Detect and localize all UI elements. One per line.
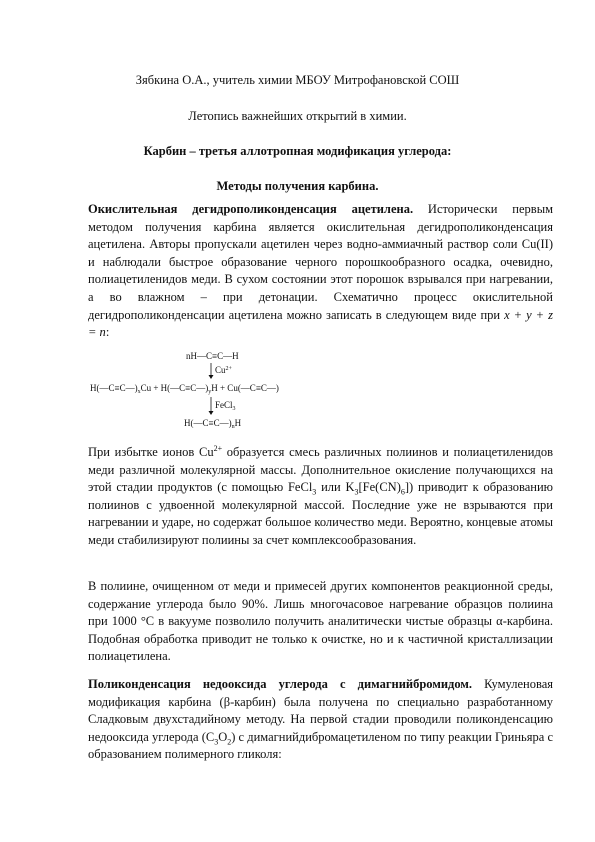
- formula: x + y + z = n: [88, 307, 553, 340]
- paragraph-cu-excess: При избытке ионов $Cu^{2+}$ образуется смесь различных полиинов и полиацетиленидов меди различной молекулярной массы. Дополнительное окисление получающихся на этой стадии продуктов (с помощью FeCl$_3$ или $K_3[Fe(CN)_6]$) приводит к образованию полиинов с удвоенной молекулярной массой. Последние уже не взрываются при нагревании и ударе, но содержат большое количество меди. Вероятно, концевые атомы меди стабилизируют полиины за счет комплексообразования.: [88, 443, 553, 547]
- paragraph-oxidative-method: Окислительная дегидрополиконденсация ацетилена. Исторически первым методом получения карбина является окислительная дегидрополиконденсация ацетилена. Авторы пропускали ацетилен через водно-аммиачный раствор соли Cu(II) и наблюдали быстрое образование черного порошкообразного осадка, очевидно, полиацетиленидов меди. В сухом состоянии этот порошок взрывался при нагревании, а во влажном – при детонации. Схематично процесс окислительной дегидрополиконденсации ацетилена можно записать в следующем виде при x + y + z = n:: [88, 202, 554, 340]
- scheme-top: nH—C≡C—H: [186, 351, 239, 361]
- paragraph-lead-2: Поликонденсация недооксида углерода с димагнийбромидом.: [88, 677, 473, 691]
- cu-label: $Cu^{2+}$: [215, 365, 232, 375]
- series-title: Летопись важнейших открытий в химии.: [188, 109, 407, 123]
- scheme-main: $H(—C\equiv C—)_xCu$ + $H(—C\equiv C—)_yH$ + Cu(—C≡C—): [90, 383, 279, 395]
- topic-title: Карбин – третья аллотропная модификация углерода:: [143, 144, 452, 158]
- section-title: Методы получения карбина.: [216, 179, 379, 193]
- alpha-symbol: α: [496, 614, 503, 629]
- fecl-label: FeCl$_3$: [215, 400, 236, 412]
- beta-symbol: β: [223, 694, 231, 709]
- arrow-head-2: [209, 411, 214, 415]
- reaction-scheme: [88, 347, 348, 431]
- paragraph-lead: Окислительная дегидрополиконденсация ацетилена.: [88, 202, 414, 216]
- author-line: Зябкина О.А., учитель химии МБОУ Митрофановской СОШ: [135, 73, 460, 87]
- paragraph-polycondensation: Поликонденсация недооксида углерода с димагнийбромидом. Кумуленовая модификация карбина (β-карбин) была получена по специально разработанному Сладковым двухстадийному методу. На первой стадии проводили поликонденсацию недооксида углерода $(C_3O_2)$ с димагнийдибромацетиленом по типу реакции Гриньяра с образованием полимерного гликоля:: [88, 677, 553, 762]
- arrow-head-1: [209, 375, 214, 379]
- paragraph-purification: В полиине, очищенном от меди и примесей других компонентов реакционной среды, содержание углерода было 90%. Лишь многочасовое нагревание образцов полиина при 1000 °C в вакууме позволило получить аналитически чистые образцы α-карбина. Подобная обработка приводит не только к очистке, но и к частичной кристаллизации полиацетилена.: [88, 579, 553, 664]
- scheme-bottom: $H(—C\equiv C—)_nH$: [184, 418, 242, 430]
